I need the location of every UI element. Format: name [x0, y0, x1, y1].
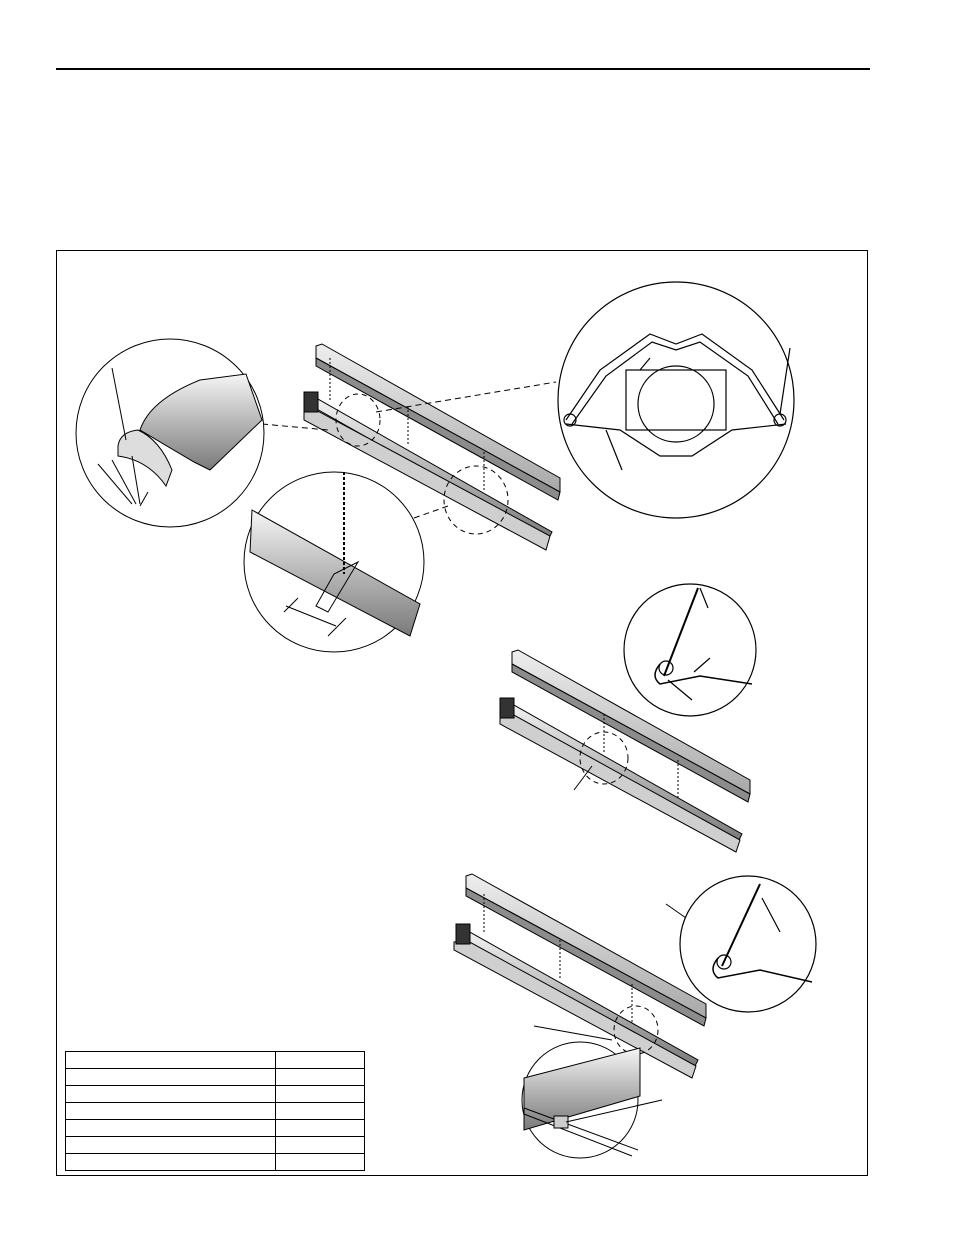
- spec-table: [65, 1051, 365, 1171]
- detail-hook-2: [680, 876, 816, 1012]
- table-row: [66, 1120, 365, 1137]
- detail-tube-clip: [522, 1042, 662, 1158]
- table-row: [66, 1137, 365, 1154]
- detail-end-cap: [76, 339, 264, 527]
- detail-hook-1: [624, 584, 756, 716]
- table-row: [66, 1052, 365, 1069]
- table-row: [66, 1086, 365, 1103]
- detail-chain-hanger: [244, 472, 424, 652]
- table-row: [66, 1103, 365, 1120]
- table-row: [66, 1069, 365, 1086]
- detail-hanger-bracket: [558, 282, 794, 518]
- table-row: [66, 1154, 365, 1171]
